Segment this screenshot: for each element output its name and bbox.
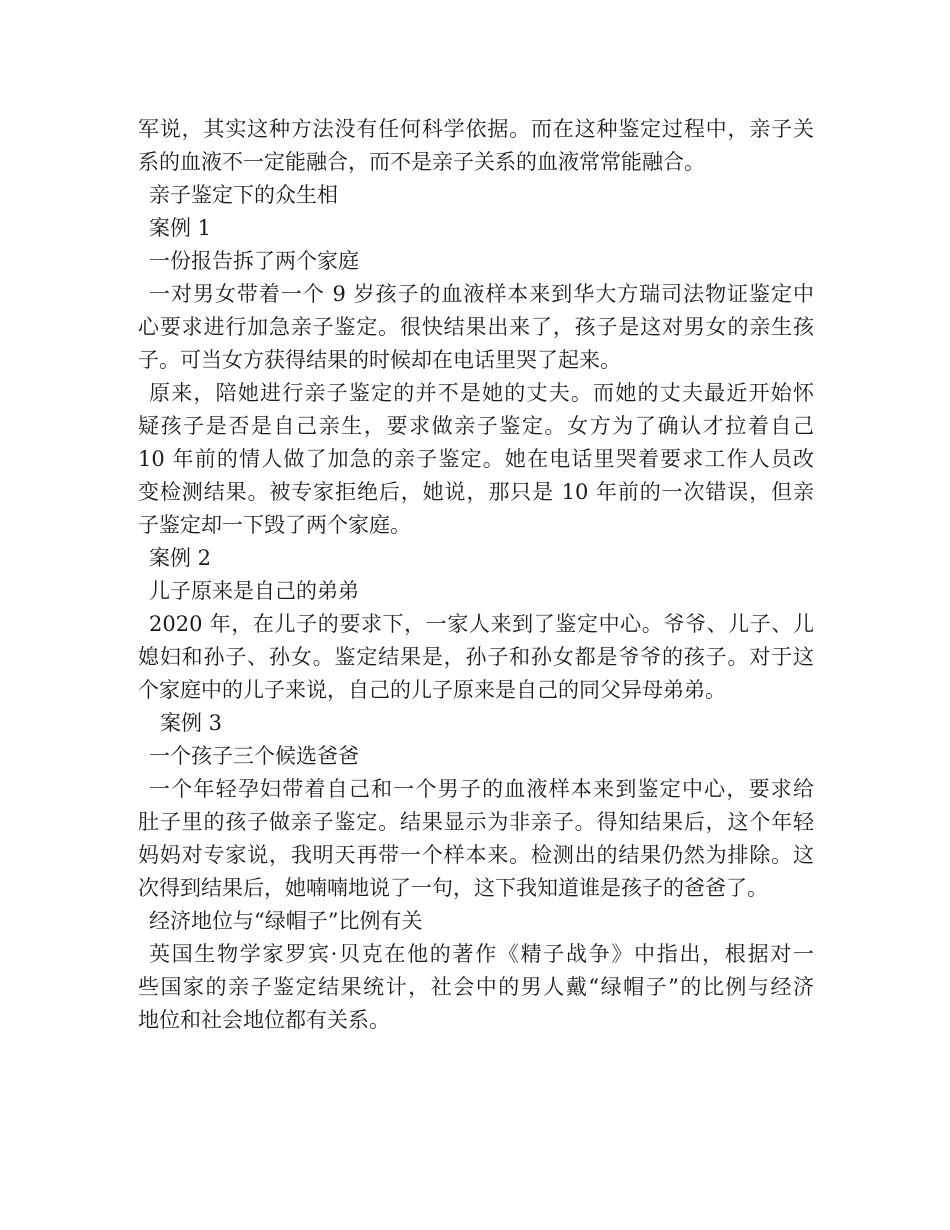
text-line: 妈妈对专家说，我明天再带一个样本来。检测出的结果仍然为排除。这 bbox=[138, 843, 814, 867]
text-line: 变检测结果。被专家拒绝后，她说，那只是 10 年前的一次错误，但亲 bbox=[138, 480, 814, 504]
document-body bbox=[138, 113, 814, 1037]
text-line: 次得到结果后，她喃喃地说了一句，这下我知道谁是孩子的爸爸了。 bbox=[138, 876, 768, 900]
section-heading: 经济地位与“绿帽子”比例有关 bbox=[149, 909, 423, 933]
text-line: 子。可当女方获得结果的时候却在电话里哭了起来。 bbox=[138, 348, 621, 372]
text-line: 英国生物学家罗宾·贝克在他的著作《精子战争》中指出，根据对一 bbox=[149, 942, 814, 966]
text-line: 媳妇和孙子、孙女。鉴定结果是，孙子和孙女都是爷爷的孩子。对于这 bbox=[138, 645, 814, 669]
text-line: 原来，陪她进行亲子鉴定的并不是她的丈夫。而她的丈夫最近开始怀 bbox=[149, 381, 814, 405]
case-label: 案例 3 bbox=[160, 711, 223, 735]
section-heading: 亲子鉴定下的众生相 bbox=[149, 183, 338, 207]
text-line: 疑孩子是否是自己亲生，要求做亲子鉴定。女方为了确认才拉着自己 bbox=[138, 414, 814, 438]
text-line: 子鉴定却一下毁了两个家庭。 bbox=[138, 513, 411, 537]
text-line: 个家庭中的儿子来说，自己的儿子原来是自己的同父异母弟弟。 bbox=[138, 678, 726, 702]
text-line: 地位和社会地位都有关系。 bbox=[138, 1008, 390, 1032]
text-line: 些国家的亲子鉴定结果统计，社会中的男人戴“绿帽子”的比例与经济 bbox=[138, 975, 814, 999]
text-line: 军说，其实这种方法没有任何科学依据。而在这种鉴定过程中，亲子关 bbox=[138, 117, 814, 141]
text-line: 10 年前的情人做了加急的亲子鉴定。她在电话里哭着要求工作人员改 bbox=[138, 447, 814, 471]
text-line: 肚子里的孩子做亲子鉴定。结果显示为非亲子。得知结果后，这个年轻 bbox=[138, 810, 814, 834]
case-title: 一份报告拆了两个家庭 bbox=[149, 249, 359, 273]
case-label: 案例 1 bbox=[149, 216, 212, 240]
text-line: 一对男女带着一个 9 岁孩子的血液样本来到华大方瑞司法物证鉴定中 bbox=[149, 282, 814, 306]
case-title: 儿子原来是自己的弟弟 bbox=[149, 579, 359, 603]
text-line: 2020 年，在儿子的要求下，一家人来到了鉴定中心。爷爷、儿子、儿 bbox=[149, 612, 814, 636]
case-label: 案例 2 bbox=[149, 546, 212, 570]
text-line: 心要求进行加急亲子鉴定。很快结果出来了，孩子是这对男女的亲生孩 bbox=[138, 315, 814, 339]
text-line: 系的血液不一定能融合，而不是亲子关系的血液常常能融合。 bbox=[138, 150, 705, 174]
case-title: 一个孩子三个候选爸爸 bbox=[149, 744, 359, 768]
text-line: 一个年轻孕妇带着自己和一个男子的血液样本来到鉴定中心，要求给 bbox=[149, 777, 814, 801]
